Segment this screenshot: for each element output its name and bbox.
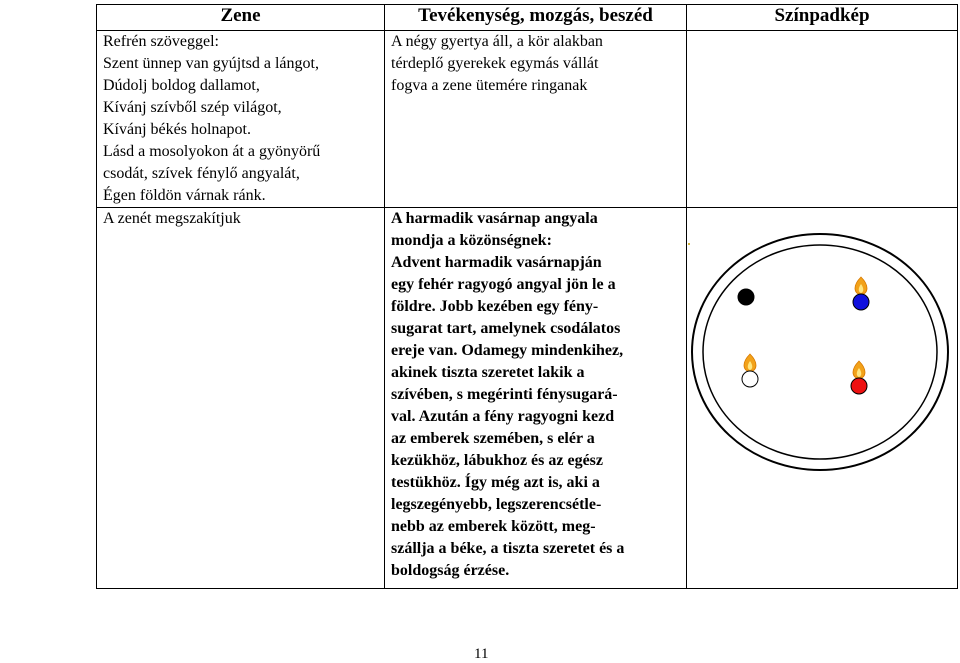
speech-line: ereje van. Odamegy mindenkihez, <box>391 342 624 359</box>
action-line: térdeplő gyerekek egymás vállát <box>391 55 599 72</box>
table-row <box>97 31 958 208</box>
header-action: Tevékenység, mozgás, beszéd <box>385 5 687 31</box>
candle-body-icon <box>742 371 758 387</box>
speech-line: Advent harmadik vasárnapján <box>391 254 602 271</box>
stage-inner-circle <box>703 245 937 459</box>
speech-line: legszegényebb, legszerencsétle- <box>391 496 602 513</box>
speech-line: akinek tiszta szeretet lakik a <box>391 364 585 381</box>
lyric-line: Refrén szöveggel: <box>103 33 219 50</box>
speech-line: kezükhöz, lábukhoz és az egész <box>391 452 603 469</box>
stage-outer-circle <box>692 234 948 470</box>
candle-body-icon <box>853 294 869 310</box>
lyric-line: Lásd a mosolyokon át a gyönyörű <box>103 143 321 160</box>
action-cell <box>385 31 687 208</box>
lyric-line: Dúdolj boldog dallamot, <box>103 77 260 94</box>
stage-cell-empty <box>687 31 958 208</box>
lyric-line: Kívánj békés holnapot. <box>103 121 251 138</box>
action-line: A négy gyertya áll, a kör alakban <box>391 33 603 50</box>
speck-mark <box>688 243 690 245</box>
music-cell <box>97 208 385 589</box>
action-line: fogva a zene ütemére ringanak <box>391 77 588 94</box>
header-music: Zene <box>97 5 385 31</box>
speech-line: mondja a közönségnek: <box>391 232 552 249</box>
lyric-line: Kívánj szívből szép világot, <box>103 99 282 116</box>
lyric-line: csodát, szívek fénylő angyalát, <box>103 165 300 182</box>
stage-ring <box>692 234 948 470</box>
lyric-line: Szent ünnep van gyújtsd a lángot, <box>103 55 319 72</box>
table-row <box>97 208 958 589</box>
action-cell <box>385 208 687 589</box>
stage-diagram-cell <box>687 208 958 589</box>
header-row <box>97 5 958 31</box>
speech-line: testükhöz. Így még azt is, aki a <box>391 474 600 491</box>
speech-line: egy fehér ragyogó angyal jön le a <box>391 276 616 293</box>
header-stage: Színpadkép <box>687 5 958 31</box>
candle-top-right <box>853 277 869 310</box>
speech-line: földre. Jobb kezében egy fény- <box>391 298 599 315</box>
speech-line: A harmadik vasárnap angyala <box>391 210 598 227</box>
stage-diagram <box>687 208 959 588</box>
speech-line: az emberek szemében, s elér a <box>391 430 595 447</box>
lyric-line: Égen földön várnak ránk. <box>103 187 266 204</box>
music-cell <box>97 31 385 208</box>
candle-top-left <box>738 289 754 305</box>
candle-group <box>738 277 869 394</box>
speech-line: val. Azután a fény ragyogni kezd <box>391 408 615 425</box>
page-number: 11 <box>474 646 489 662</box>
speech-line: szállja a béke, a tiszta szeretet és a <box>391 540 625 557</box>
candle-bottom-left <box>742 354 758 387</box>
script-table <box>96 4 958 589</box>
speech-line: szívében, s megérinti fénysugará- <box>391 386 618 403</box>
speech-line: boldogság érzése. <box>391 562 510 579</box>
candle-body-icon <box>738 289 754 305</box>
candle-body-icon <box>851 378 867 394</box>
speech-line: sugarat tart, amelynek csodálatos <box>391 320 621 337</box>
speech-line: nebb az emberek között, meg- <box>391 518 596 535</box>
music-note-line: A zenét megszakítjuk <box>103 210 241 227</box>
candle-bottom-right <box>851 361 867 394</box>
